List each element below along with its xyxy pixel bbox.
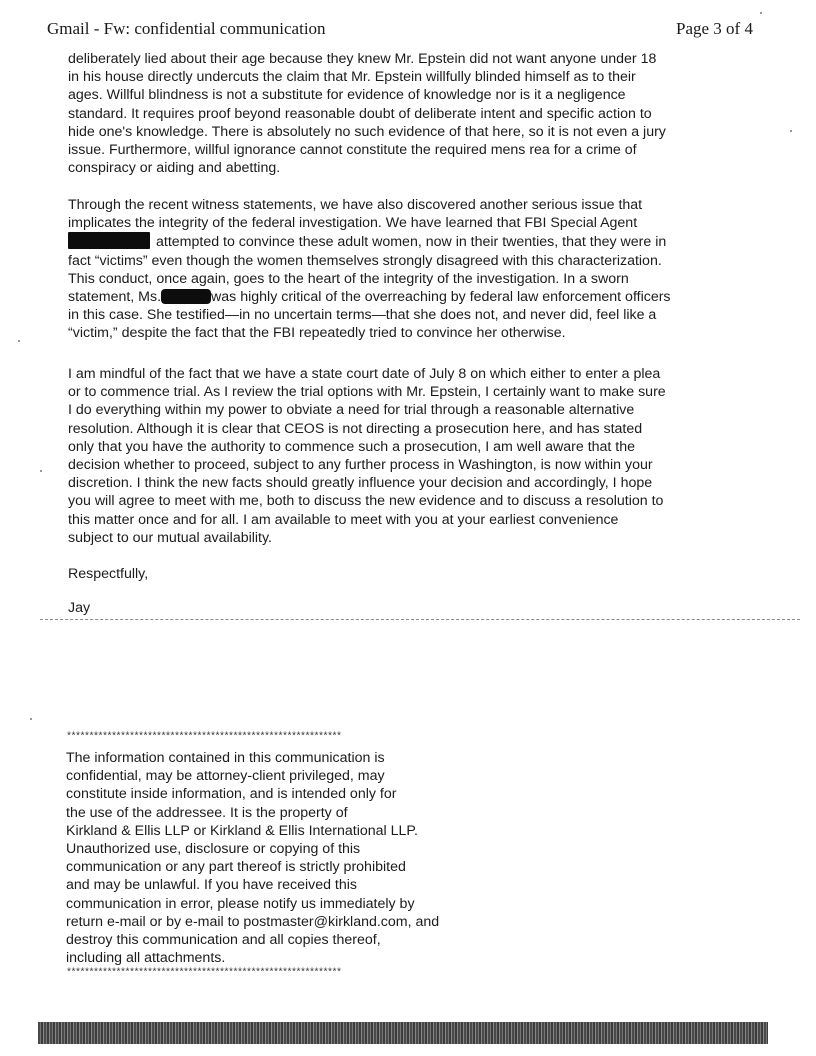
text-line: I do everything within my power to obviate a need for trial through a reasonable alternative bbox=[68, 402, 635, 419]
confidentiality-disclaimer bbox=[66, 749, 439, 967]
signature-name: Jay bbox=[68, 600, 91, 616]
scan-artifact-bar bbox=[38, 1022, 768, 1044]
text-line-with-redaction bbox=[68, 288, 671, 306]
text-line: in this case. She testified—in no uncertain terms—that she does not, and never did, feel like a bbox=[68, 307, 657, 324]
text-line: hide one's knowledge. There is absolutely no such evidence of that here, so it is not even a jury bbox=[68, 123, 666, 140]
separator-line bbox=[40, 619, 800, 620]
disclaimer-line: including all attachments. bbox=[66, 950, 226, 967]
text-fragment: statement, Ms. bbox=[68, 289, 162, 306]
redaction-bar bbox=[161, 289, 211, 304]
paragraph-fbi-investigation bbox=[68, 196, 671, 343]
text-line: or to commence trial. As I review the trial options with Mr. Epstein, I certainly want to make sure bbox=[68, 384, 666, 401]
text-line: This conduct, once again, goes to the heart of the integrity of the investigation. In a sworn bbox=[68, 270, 629, 287]
text-line: ages. Willful blindness is not a substitute for evidence of knowledge nor is it a negligence bbox=[68, 87, 626, 104]
paragraph-trial-resolution bbox=[68, 365, 666, 547]
redaction-bar bbox=[68, 232, 150, 249]
disclaimer-line: communication in error, please notify us immediately by bbox=[66, 895, 415, 912]
text-line: standard. It requires proof beyond reasonable doubt of deliberate intent and specific action to bbox=[68, 105, 652, 122]
text-line: you will agree to meet with me, both to discuss the new evidence and to discuss a resolution to bbox=[68, 493, 664, 510]
text-line: this matter once and for all. I am available to meet with you at your earliest convenience bbox=[68, 511, 619, 528]
disclaimer-line: return e-mail or by e-mail to postmaster@kirkland.com, and bbox=[66, 913, 440, 930]
scan-speck bbox=[18, 340, 20, 342]
text-line: implicates the integrity of the federal investigation. We have learned that FBI Special Agent bbox=[68, 215, 638, 232]
disclaimer-line: The information contained in this communication is bbox=[66, 750, 385, 766]
disclaimer-line: destroy this communication and all copies thereof, bbox=[66, 932, 381, 949]
text-line: fact “victims” even though the women themselves strongly disagreed with this characterization. bbox=[68, 252, 662, 269]
disclaimer-line: confidential, may be attorney-client privileged, may bbox=[66, 768, 385, 785]
text-line: conspiracy or aiding and abetting. bbox=[68, 160, 281, 177]
scan-speck bbox=[790, 130, 792, 132]
disclaimer-line: Kirkland & Ellis LLP or Kirkland & Ellis International LLP. bbox=[66, 822, 418, 839]
text-line: deliberately lied about their age because they knew Mr. Epstein did not want anyone under 18 bbox=[68, 51, 657, 67]
disclaimer-line: and may be unlawful. If you have received this bbox=[66, 877, 358, 894]
disclaimer-line: the use of the addressee. It is the property of bbox=[66, 804, 348, 821]
text-line: subject to our mutual availability. bbox=[68, 529, 272, 546]
scan-speck bbox=[30, 718, 32, 720]
disclaimer-line: Unauthorized use, disclosure or copying of this bbox=[66, 841, 361, 858]
disclaimer-line: communication or any part thereof is strictly prohibited bbox=[66, 859, 406, 876]
page-number: Page 3 of 4 bbox=[676, 19, 753, 38]
email-subject-header: Gmail - Fw: confidential communication bbox=[47, 19, 326, 38]
text-line: issue. Furthermore, willful ignorance cannot constitute the required mens rea for a crime of bbox=[68, 142, 637, 159]
text-line: I am mindful of the fact that we have a state court date of July 8 on which either to enter a plea bbox=[68, 366, 661, 382]
text-line: in his house directly undercuts the claim that Mr. Epstein willfully blinded himself as to their bbox=[68, 69, 636, 86]
text-line: “victim,” despite the fact that the FBI repeatedly tried to convince her otherwise. bbox=[68, 325, 566, 342]
disclaimer-top-border: ************************************************************* bbox=[66, 732, 341, 743]
text-line: resolution. Although it is clear that CEOS is not directing a prosecution here, and has stated bbox=[68, 420, 643, 437]
text-fragment: was highly critical of the overreaching by federal law enforcement officers bbox=[211, 289, 671, 306]
paragraph-willful-blindness bbox=[68, 50, 666, 177]
scan-speck bbox=[760, 12, 762, 14]
disclaimer-line: constitute inside information, and is intended only for bbox=[66, 786, 397, 803]
text-line: only that you have the authority to commence such a prosecution, I am well aware that the bbox=[68, 438, 636, 455]
text-line: decision whether to proceed, subject to any further process in Washington, is now within your bbox=[68, 457, 653, 474]
text-line: discretion. I think the new facts should greatly influence your decision and accordingly, I hope bbox=[68, 475, 653, 492]
text-line: Through the recent witness statements, we have also discovered another serious issue that bbox=[68, 197, 643, 213]
disclaimer-bottom-border: ************************************************************* bbox=[66, 968, 341, 979]
scan-speck bbox=[40, 470, 42, 472]
text-line-with-redaction bbox=[68, 232, 671, 251]
closing-salutation: Respectfully, bbox=[68, 566, 149, 582]
text-fragment: attempted to convince these adult women, now in their twenties, that they were in bbox=[156, 234, 667, 251]
